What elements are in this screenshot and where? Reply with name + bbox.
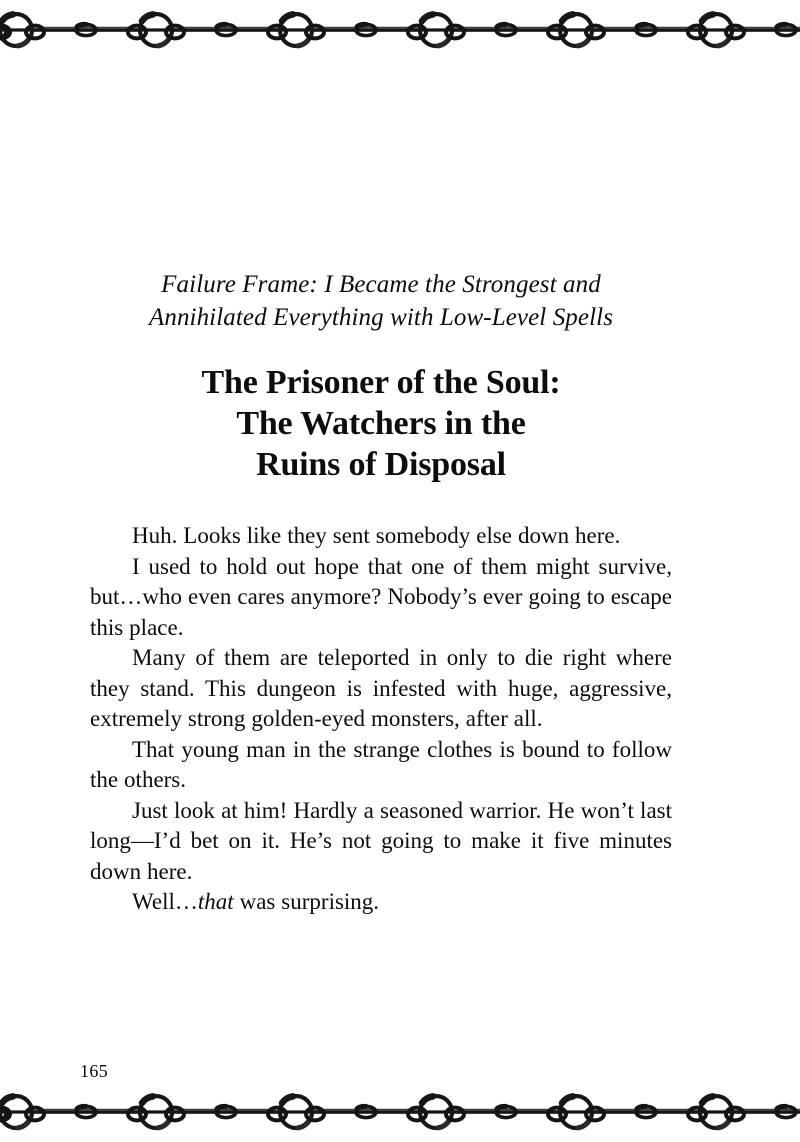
plain-text: was surprising. [233, 889, 380, 914]
page-number: 165 [80, 1061, 109, 1081]
chain-border-bottom-icon [0, 1082, 800, 1142]
chapter-title-line-3: Ruins of Disposal [256, 446, 506, 483]
paragraph: Many of them are teleported in only to die right where they stand. This dungeon is infested with huge, aggressive, extremely strong golden-eyed monsters, after all. [90, 645, 672, 731]
paragraph: Huh. Looks like they sent somebody else down here. [132, 523, 621, 548]
text-column [90, 0, 672, 918]
chapter-title-line-1: The Prisoner of the Soul: [201, 364, 561, 401]
series-title [90, 0, 672, 334]
body-text [90, 485, 672, 918]
series-title-line-1: Failure Frame: I Became the Strongest and [161, 271, 601, 298]
paragraph: I used to hold out hope that one of them might survive, but…who even cares anymore? Nobody’s ever going to escape this place. [90, 553, 672, 640]
plain-text: Well… [132, 889, 198, 914]
paragraph: Just look at him! Hardly a seasoned warrior. He won’t last long—I’d bet on it. He’s not going to make it five minutes down here. [90, 797, 672, 884]
paragraph [90, 887, 672, 918]
paragraph: That young man in the strange clothes is bound to follow the others. [90, 736, 672, 792]
chapter-title [90, 334, 672, 485]
chapter-title-line-2: The Watchers in the [236, 405, 526, 442]
emphasis-text: that [197, 889, 234, 914]
series-title-line-2: Annihilated Everything with Low-Level Spells [148, 304, 614, 331]
